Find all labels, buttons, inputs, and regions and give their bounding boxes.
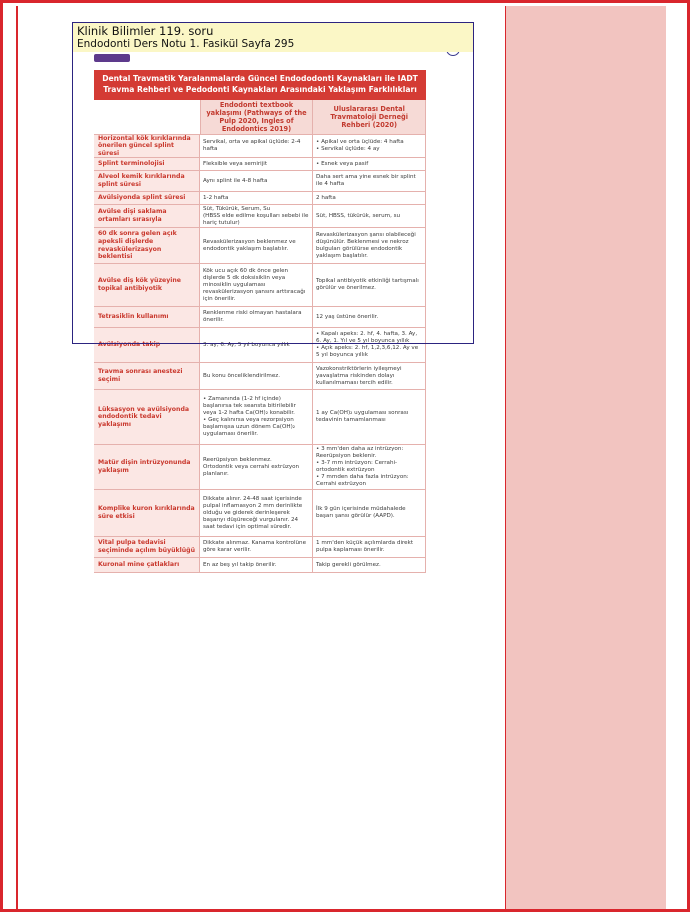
cell-iadt: • Kapalı apeks: 2. hf, 4. hafta, 3. Ay, 6. Ay, 1. Yıl ve 5 yıl boyunca yıllık • Açık apeks: 2. hf, 1,2,3,6,12. Ay ve 5 yıl boyunca yıllık bbox=[313, 328, 426, 362]
row-label: Kuronal mine çatlakları bbox=[94, 558, 200, 572]
cell-iadt: 2 hafta bbox=[313, 192, 426, 204]
cell-endodonti: Reerüpsiyon beklenmez. Ortodontik veya cerrahi extrüzyon planlanır. bbox=[200, 445, 313, 489]
left-margin-rule bbox=[16, 6, 18, 909]
table-row bbox=[94, 227, 426, 263]
table-row bbox=[94, 204, 426, 227]
cell-endodonti: Revaskülerizasyon beklenmez ve endodontik yaklaşım başlatılır. bbox=[200, 228, 313, 263]
header-blank-cell bbox=[94, 100, 201, 134]
column-header-iadt: Uluslararası Dental Travmatoloji Derneği Rehberi (2020) bbox=[313, 100, 426, 134]
row-label: Avülse diş kök yüzeyine topikal antibiyotik bbox=[94, 264, 200, 306]
row-label: Avülse dişi saklama ortamları sırasıyla bbox=[94, 205, 200, 227]
cell-iadt: 1 mm'den küçük açılımlarda direkt pulpa kaplaması önerilir. bbox=[313, 537, 426, 557]
publisher-logo bbox=[94, 54, 130, 62]
cell-endodonti: Bu konu önceliklendirilmez. bbox=[200, 363, 313, 389]
column-header-endodonti: Endodonti textbook yaklaşımı (Pathways of the Pulp 2020, Ingles of Endodontics 2019) bbox=[201, 100, 314, 134]
side-panel bbox=[506, 6, 666, 909]
cell-endodonti: Servikal, orta ve apikal üçlüde: 2-4 hafta bbox=[200, 135, 313, 157]
cell-endodonti: Fleksible veya semirijit bbox=[200, 158, 313, 170]
row-label: Tetrasiklin kullanımı bbox=[94, 307, 200, 327]
row-label: 60 dk sonra gelen açık apeksli dişlerde revaskülerizasyon beklentisi bbox=[94, 228, 200, 263]
row-label: Lüksasyon ve avülsiyonda endodontik tedavi yaklaşımı bbox=[94, 390, 200, 444]
table-row bbox=[94, 536, 426, 557]
row-label: Alveol kemik kırıklarında splint süresi bbox=[94, 171, 200, 191]
table-row bbox=[94, 389, 426, 444]
cell-iadt: İlk 9 gün içerisinde müdahalede başarı şansı görülür (AAPD). bbox=[313, 490, 426, 536]
cell-iadt: Revaskülerizasyon şansı olabileceği düşünülür. Beklenmesi ve nekroz bulguları görülürse endodontik yaklaşım başlatılır. bbox=[313, 228, 426, 263]
cell-iadt: • 3 mm'den daha az intrüzyon: Reerüpsiyon beklenir. • 3-7 mm intrüzyon: Cerrahi- ortodontik extrüzyon • 7 mmden daha fazla intrüzyon: Cerrahi extrüzyon bbox=[313, 445, 426, 489]
table-row bbox=[94, 306, 426, 327]
question-title: Klinik Bilimler 119. soru bbox=[77, 24, 214, 38]
cell-iadt: Daha sert ama yine esnek bir splint ile 4 hafta bbox=[313, 171, 426, 191]
cell-endodonti: Aynı splint ile 4-8 hafta bbox=[200, 171, 313, 191]
table-header-row bbox=[94, 100, 426, 134]
row-label: Horizontal kök kırıklarında önerilen güncel splint süresi bbox=[94, 135, 200, 157]
cell-iadt: Topikal antibiyotik etkinliği tartışmalı görülür ve önerilmez. bbox=[313, 264, 426, 306]
table-row bbox=[94, 557, 426, 572]
table-row bbox=[94, 191, 426, 204]
table-body bbox=[94, 134, 426, 572]
cell-endodonti: Dikkate alınmaz. Kanama kontrolüne göre karar verilir. bbox=[200, 537, 313, 557]
cell-endodonti: Dikkate alınır. 24-48 saat içerisinde pulpal inflamasyon 2 mm derinlikte olduğu ve giderek derinleşerek başarıyı düşüreceği vurgulanır. 24 saat tedavi için optimal süredir. bbox=[200, 490, 313, 536]
cell-iadt: 1 ay Ca(OH)₂ uygulaması sonrası tedavinin tamamlanması bbox=[313, 390, 426, 444]
cell-endodonti: En az beş yıl takip önerilir. bbox=[200, 558, 313, 572]
table-row bbox=[94, 327, 426, 362]
table-bottom-rule bbox=[94, 572, 426, 573]
row-label: Splint terminolojisi bbox=[94, 158, 200, 170]
row-label: Matür dişin intrüzyonunda yaklaşım bbox=[94, 445, 200, 489]
table-row bbox=[94, 362, 426, 389]
cell-endodonti: 3. ay, 6. Ay, 5 yıl boyunca yıllık bbox=[200, 328, 313, 362]
row-label: Vital pulpa tedavisi seçiminde açılım büyüklüğü bbox=[94, 537, 200, 557]
cell-iadt: • Apikal ve orta üçlüde: 4 hafta • Servikal üçlüde: 4 ay bbox=[313, 135, 426, 157]
cell-iadt: • Esnek veya pasif bbox=[313, 158, 426, 170]
cell-endodonti: Kök ucu açık 60 dk önce gelen dişlerde 5 dk doksisiklin veya minosiklin uygulaması revaskülerizasyon şansını arttıracağı için önerilir. bbox=[200, 264, 313, 306]
cell-iadt: Takip gerekli görülmez. bbox=[313, 558, 426, 572]
comparison-table bbox=[94, 70, 426, 573]
table-row bbox=[94, 263, 426, 306]
cell-iadt: Vazokonstriktörlerin iyileşmeyi yavaşlatma riskinden dolayı kullanılmaması tercih edilir. bbox=[313, 363, 426, 389]
table-row bbox=[94, 157, 426, 170]
row-label: Travma sonrası anestezi seçimi bbox=[94, 363, 200, 389]
question-header bbox=[72, 22, 474, 52]
cell-endodonti: Süt, Tükürük, Serum, Su (HBSS elde edilme koşulları sebebi ile hariç tutulur) bbox=[200, 205, 313, 227]
row-label: Komplike kuron kırıklarında süre etkisi bbox=[94, 490, 200, 536]
table-title: Dental Travmatik Yaralanmalarda Güncel Endododonti Kaynakları ile IADT Travma Rehberi ve Pedodonti Kaynakları Arasındaki Yaklaşım Farklılıkları bbox=[94, 70, 426, 100]
table-row bbox=[94, 444, 426, 489]
table-row bbox=[94, 489, 426, 536]
question-source: Endodonti Ders Notu 1. Fasikül Sayfa 295 bbox=[77, 38, 295, 50]
cell-iadt: Süt, HBSS, tükürük, serum, su bbox=[313, 205, 426, 227]
cell-iadt: 12 yaş üstüne önerilir. bbox=[313, 307, 426, 327]
cell-endodonti: 1-2 hafta bbox=[200, 192, 313, 204]
table-row bbox=[94, 134, 426, 157]
table-row bbox=[94, 170, 426, 191]
cell-endodonti: Renklenme riski olmayan hastalara önerilir. bbox=[200, 307, 313, 327]
row-label: Avülsiyonda takip bbox=[94, 328, 200, 362]
row-label: Avülsiyonda splint süresi bbox=[94, 192, 200, 204]
cell-endodonti: • Zamanında (1-2 hf içinde) başlanırsa tek seansta bitirilebilir veya 1-2 hafta Ca(OH)₂ konabilir. • Geç kalınırsa veya rezorpsiyon başlamışsa uzun dönem Ca(OH)₂ uygulaması önerilir. bbox=[200, 390, 313, 444]
